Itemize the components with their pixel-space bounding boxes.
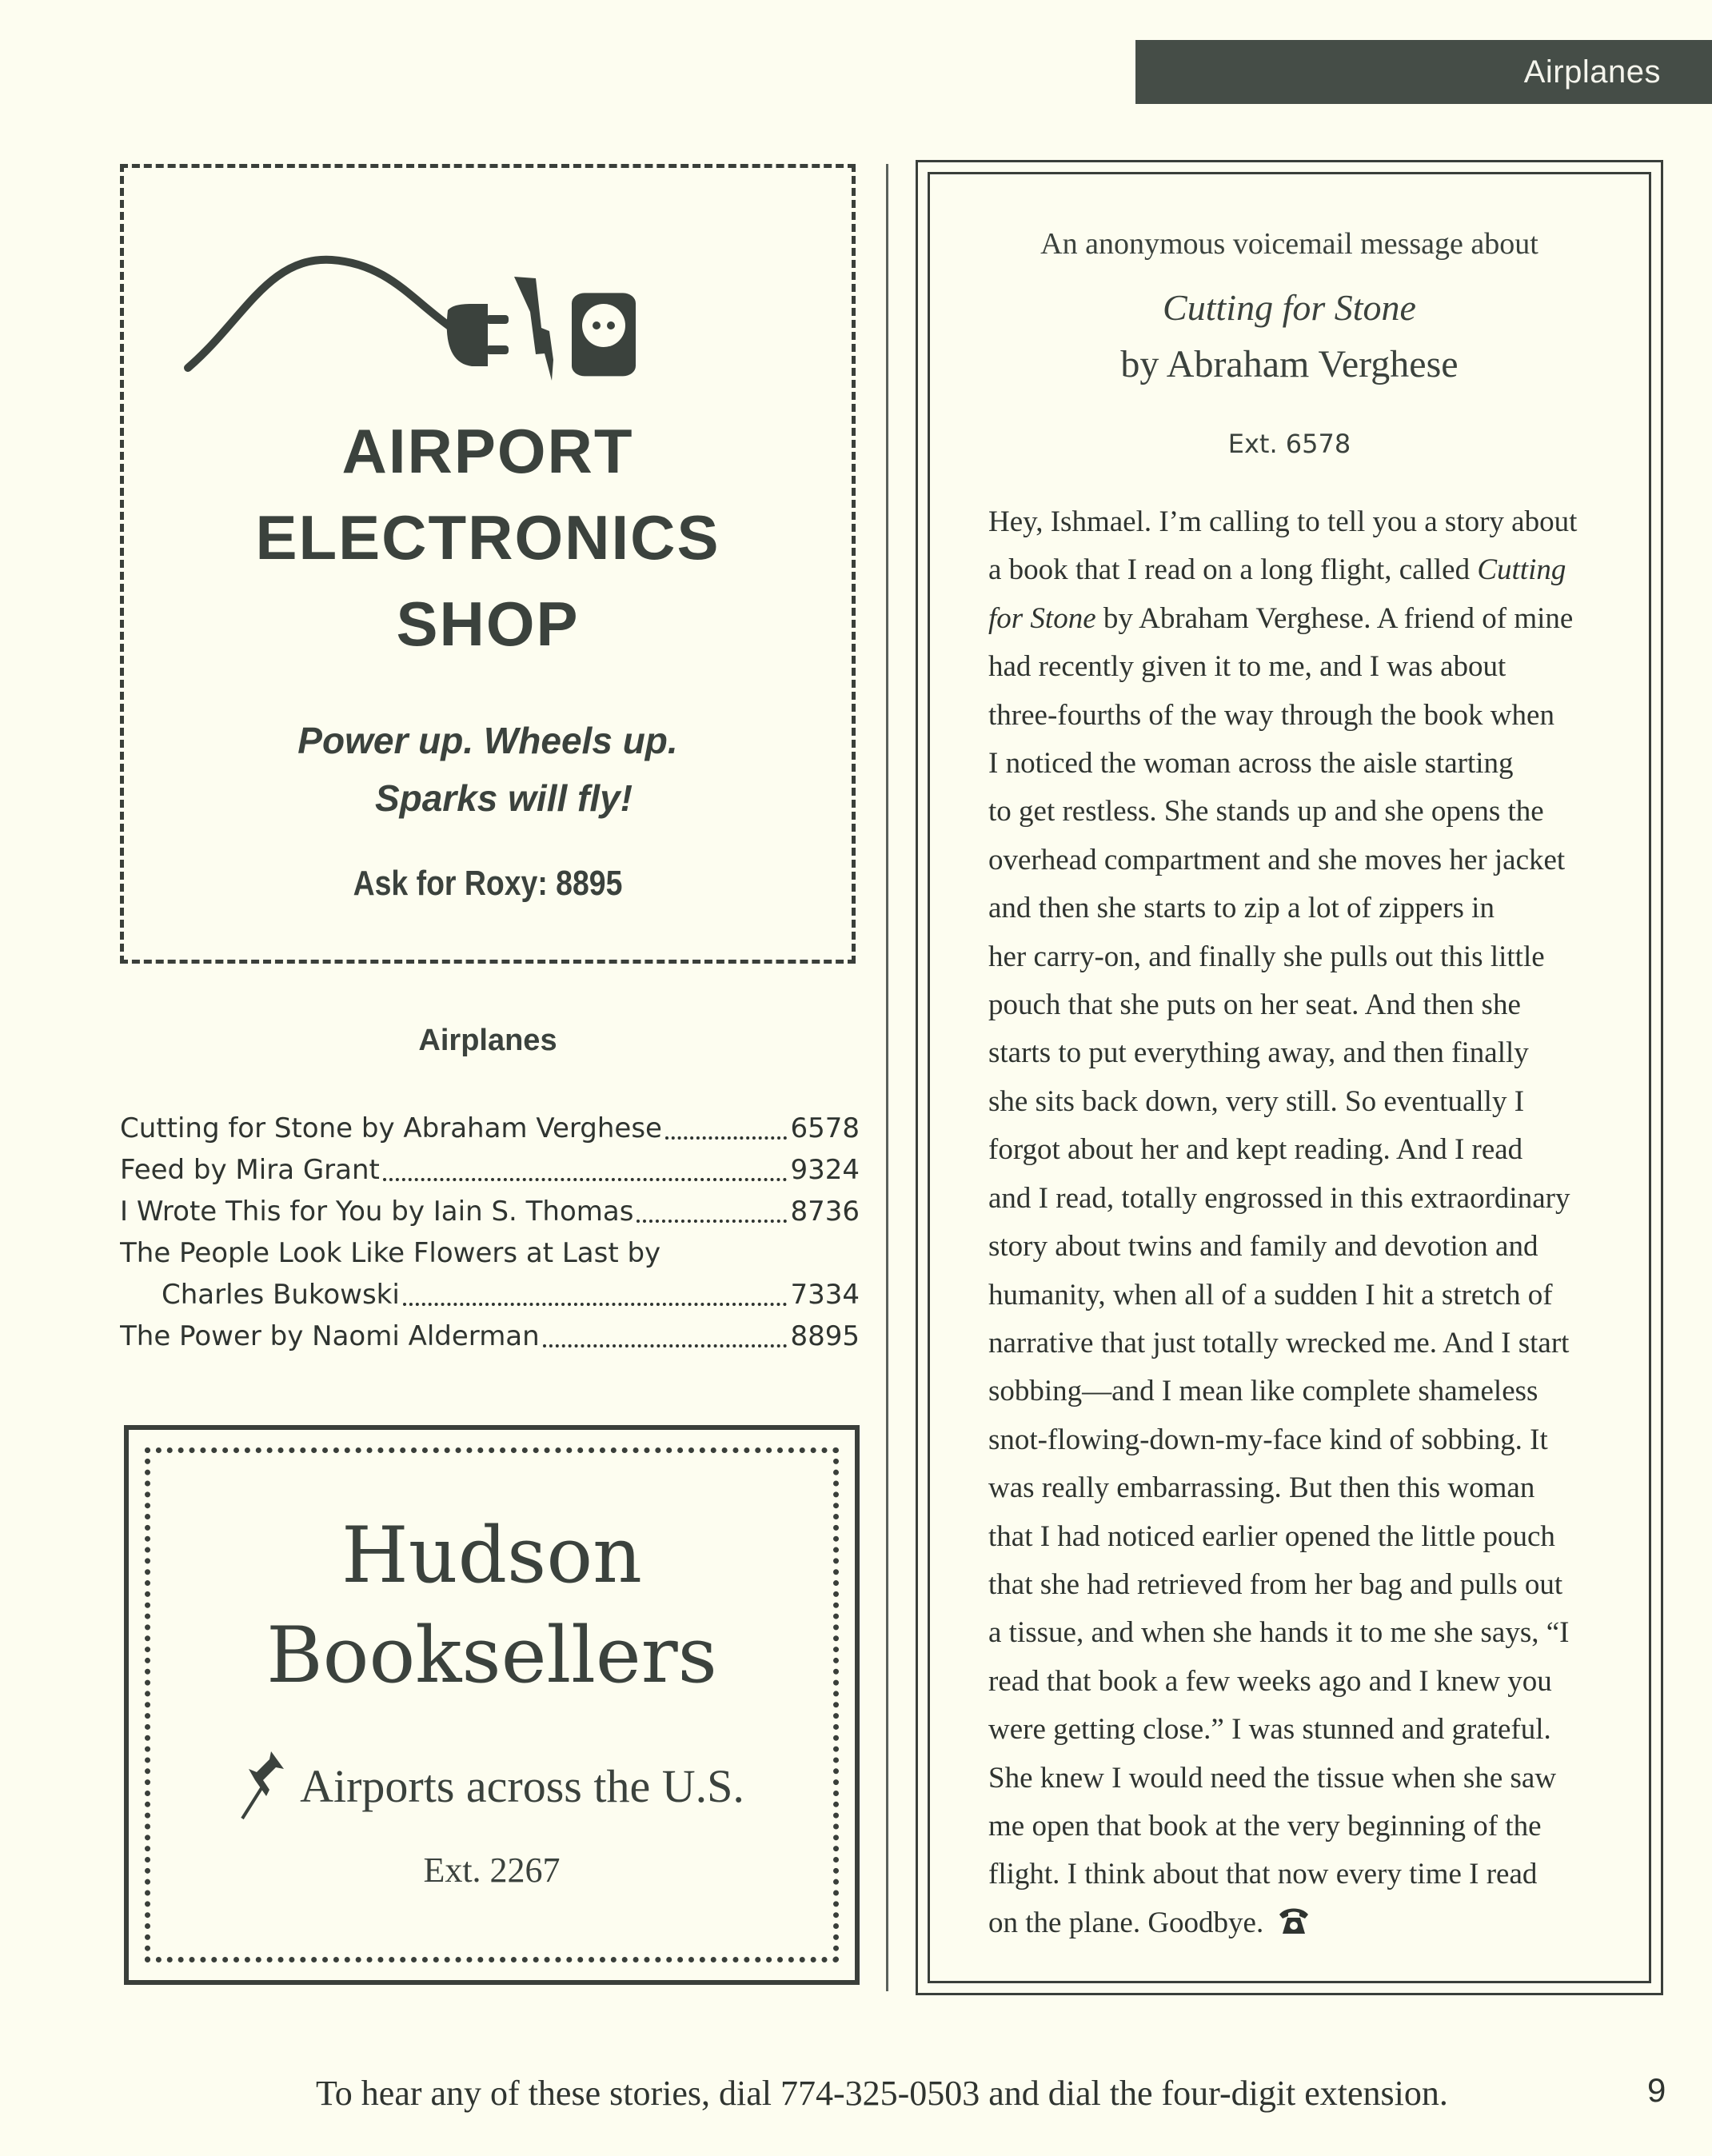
slogan-line: Sparks will fly!: [374, 777, 633, 819]
story-extension: Ext. 6578: [1227, 429, 1351, 459]
leader-dots: [665, 1136, 788, 1140]
title-line: SHOP: [396, 589, 580, 659]
power-outlet-icon: [572, 293, 636, 376]
section-tab: [1135, 40, 1712, 104]
telephone-icon: [1278, 1906, 1310, 1935]
slogan-line: Power up. Wheels up.: [297, 720, 678, 761]
section-tab-label: Airplanes: [1523, 54, 1661, 90]
title-line: AIRPORT: [341, 416, 634, 486]
electronics-slogan: [124, 712, 852, 827]
leader-dots: [637, 1220, 787, 1223]
footer-instructions: To hear any of these stories, dial 774-325-0503 and dial the four-digit extension.: [316, 2074, 1448, 2113]
hudson-name: Hudson Booksellers: [266, 1511, 717, 1700]
list-item: The Power by Naomi Alderman 8895: [120, 1320, 860, 1352]
voicemail-intro: An anonymous voicemail message about: [1040, 227, 1538, 261]
list-item: Feed by Mira Grant 9324: [120, 1154, 860, 1186]
plug-and-socket-graphic: [172, 224, 812, 384]
hudson-extension: Ext. 2267: [423, 1851, 561, 1890]
list-item: I Wrote This for You by Iain S. Thomas 8736: [120, 1196, 860, 1228]
page-number: 9: [1647, 2071, 1666, 2109]
electronics-contact: Ask for Roxy: 8895: [353, 864, 623, 903]
title-line: ELECTRONICS: [255, 502, 720, 573]
list-item: The People Look Like Flowers at Last by: [120, 1237, 661, 1269]
toc-heading: Airplanes: [418, 1024, 557, 1057]
extension-list: [120, 1108, 860, 1357]
voicemail-story-panel: [916, 160, 1663, 1995]
airport-electronics-ad: [120, 164, 856, 964]
leader-dots: [403, 1303, 788, 1306]
hudson-tagline: Airports across the U.S.: [129, 1750, 855, 1822]
leader-dots: [543, 1344, 788, 1348]
voicemail-transcript: Hey, Ishmael. I’m calling to tell you a story about a book that I read on a long flight, called Cutting for Stone by Abraham Verghese. A friend of mine had recently given it to me, and I was about three-fourths of the way through the book when I noticed the woman across the aisle starting to get restless. She stands up and she opens the overhead compartment and she moves her jacket and then she starts to zip a lot of zippers in her carry-on, and finally she pulls out this little pouch that she puts on her seat. And then she starts to put everything away, and then finally she sits back down, very still. So eventually I forgot about her and kept reading. And I read and I read, totally engrossed in this extraordinary story about twins and family and devotion and humanity, when all of a sudden I hit a stretch of narrative that just totally wrecked me. And I start sobbing—and I mean like complete shameless snot-flowing-down-my-face kind of sobbing. It was really embarrassing. But then this woman that I had noticed earlier opened the little pouch that she had retrieved from her bag and pulls out a tissue, and when she hands it to me she says, “I read that book a few weeks ago and I knew you were getting close.” I was stunned and grateful. She knew I would need the tissue when she saw me open that book at the very beginning of the flight. I think about that now every time I read on the plane. Goodbye.: [988, 505, 1578, 1939]
list-item-continuation: Charles Bukowski 7334: [162, 1279, 860, 1311]
column-divider: [886, 164, 888, 1991]
list-item: Cutting for Stone by Abraham Verghese 6578: [120, 1112, 860, 1144]
book-title: Cutting for Stone: [1163, 287, 1416, 328]
electronics-shop-title: [124, 408, 852, 667]
voicemail-inner-border: [928, 172, 1651, 1983]
book-author: by Abraham Verghese: [1120, 343, 1459, 385]
hudson-booksellers-ad: [124, 1425, 860, 1985]
lightning-bolt-icon: [514, 277, 553, 381]
leader-dots: [383, 1178, 788, 1181]
power-cord-plug-icon: [188, 260, 509, 368]
pushpin-icon: [239, 1750, 287, 1822]
